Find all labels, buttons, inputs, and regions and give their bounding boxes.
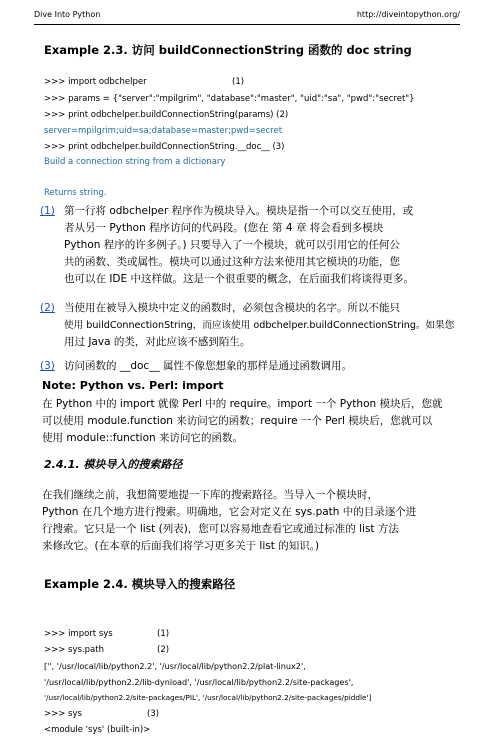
section-body-text: 在我们继续之前，我想简要地提一下库的搜索路径。当导入一个模块时， Python 在几个地方进行搜索。明确地，它会对定义在 sys.path 中的目录逐个进 行搜索。它只是一个 list (列表)，您可以容易地查看它或通过标准的 list 方法 来修改它。(在本章的后面我们将学习更多关于 list 的知识。) bbox=[42, 489, 417, 552]
callout-3-link[interactable]: (3) bbox=[40, 360, 55, 372]
code-output-line: '/usr/local/lib/python2.2/site-packages/PIL', '/usr/local/lib/python2.2/site-packages/piddle'] bbox=[44, 693, 372, 702]
callout-mark[interactable]: (3) bbox=[147, 709, 160, 719]
code-line bbox=[44, 77, 245, 87]
page-header bbox=[34, 10, 460, 24]
code-text: >>> import sys bbox=[44, 629, 113, 639]
code-line bbox=[44, 645, 170, 655]
code-output-line: server=mpilgrim;uid=sa;database=master;pwd=secret bbox=[44, 126, 283, 136]
callout-mark[interactable]: (1) bbox=[157, 629, 170, 639]
callout-1-text: 第一行将 odbchelper 程序作为模块导入。模块是指一个可以交互使用，或 者从另一 Python 程序访问的代码段。(您在 第 4 章 将会看到多模块 Python 程序的许多例子。) 只要导入了一个模块，就可以引用它的任何公 共的函数、类或属性。模块可以通过这种方法来使用其它模块的功能，您 也可以在 IDE 中这样做。这是一个很重要的概念，在后面我们将谈得更多。 bbox=[64, 205, 414, 285]
code-text: >>> sys.path bbox=[44, 645, 104, 655]
code-line bbox=[44, 709, 160, 719]
code-line: >>> print odbchelper.buildConnectionString(params) (2) bbox=[44, 110, 289, 120]
code-output-line: ['', '/usr/local/lib/python2.2', '/usr/local/lib/python2.2/plat-linux2', bbox=[44, 661, 306, 671]
example-2-3-title: Example 2.3. 访问 buildConnectionString 函数的 doc string bbox=[44, 43, 412, 57]
example-2-4-title: Example 2.4. 模块导入的搜索路径 bbox=[44, 577, 236, 591]
header-url-link[interactable]: http://diveintopython.org/ bbox=[356, 10, 460, 19]
callout-2-link[interactable]: (2) bbox=[40, 302, 55, 314]
code-output-line: Build a connection string from a dictionary bbox=[44, 157, 226, 167]
callout-2-text: 当使用在被导入模块中定义的函数时，必须包含模块的名字。所以不能只 使用 buildConnectionString，而应该使用 odbchelper.buildConnectionString。如果您 用过 Java 的类，对此应该不感到陌生。 bbox=[64, 302, 455, 348]
note-text: 在 Python 中的 import 就像 Perl 中的 require。import 一个 Python 模块后，您就 可以使用 module.function 来访问它的函数；require 一个 Perl 模块后，您就可以 使用 module::function 来访问它的函数。 bbox=[42, 398, 443, 444]
code-text: >>> import odbchelper bbox=[44, 77, 147, 87]
code-text: >>> sys bbox=[44, 709, 82, 719]
code-line: >>> params = {"server":"mpilgrim", "database":"master", "uid":"sa", "pwd":"secret"} bbox=[44, 94, 415, 104]
code-line: >>> print odbchelper.buildConnectionString.__doc__ (3) bbox=[44, 142, 285, 152]
code-line bbox=[44, 629, 170, 639]
header-book-title: Dive Into Python bbox=[34, 10, 101, 19]
note-title: Note: Python vs. Perl: import bbox=[42, 379, 224, 392]
callout-mark[interactable]: (2) bbox=[157, 645, 170, 655]
code-output-line: Returns string. bbox=[44, 188, 107, 198]
callout-mark[interactable]: (1) bbox=[232, 77, 245, 87]
callout-1-link[interactable]: (1) bbox=[40, 205, 55, 217]
code-output-line: <module 'sys' (built-in)> bbox=[44, 725, 151, 735]
code-output-line: '/usr/local/lib/python2.2/lib-dynload', '/usr/local/lib/python2.2/site-packages', bbox=[44, 677, 354, 687]
callout-3-text: 访问函数的 __doc__ 属性不像您想象的那样是通过函数调用。 bbox=[64, 360, 353, 372]
section-2-4-1-title: 2.4.1. 模块导入的搜索路径 bbox=[44, 458, 183, 471]
header-divider bbox=[34, 24, 460, 25]
